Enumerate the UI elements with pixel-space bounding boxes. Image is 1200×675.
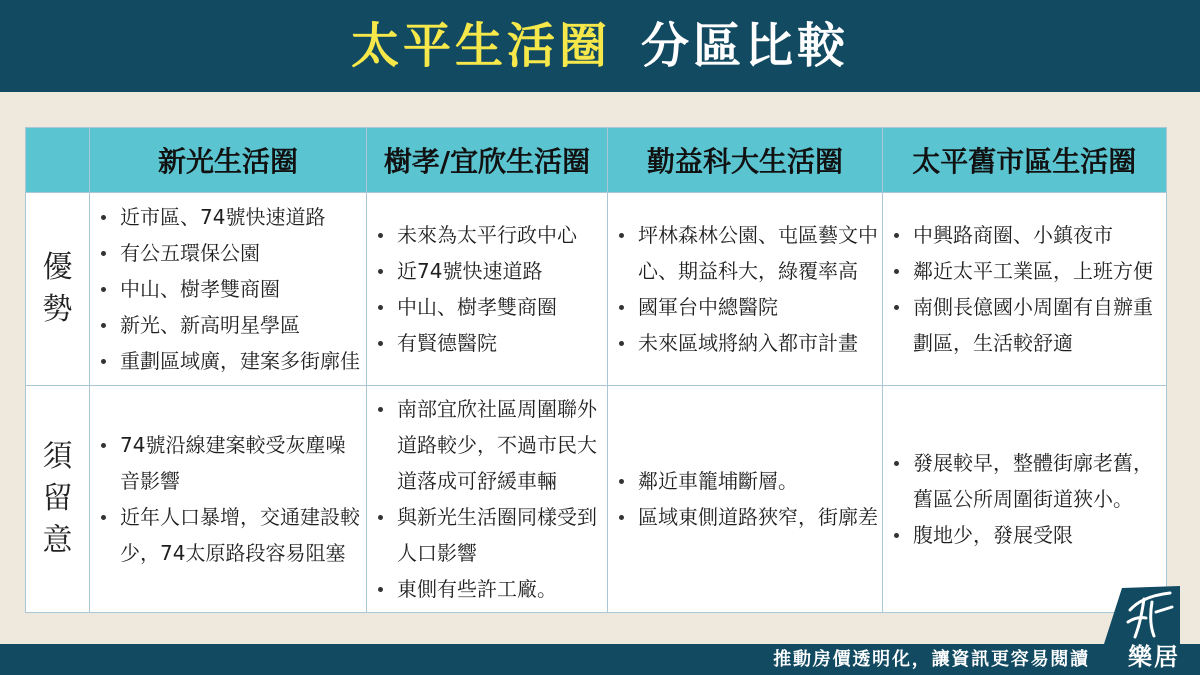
list-item-text: 近74號快速道路	[397, 259, 543, 283]
list-item-text: 有公五環保公園	[120, 241, 260, 265]
list-item	[101, 343, 362, 379]
list-item-text: 中山、樹孝雙商圈	[120, 277, 280, 301]
list-item	[101, 271, 362, 307]
bullet-icon	[378, 325, 397, 361]
bullet-icon	[378, 499, 397, 535]
bullet-list	[101, 427, 362, 571]
bullet-icon	[101, 199, 120, 235]
bullet-icon	[101, 343, 120, 379]
list-item-text: 區域東側道路狹窄，街廓差	[638, 504, 878, 529]
row-label-text: 須留意	[42, 438, 73, 558]
bullet-icon	[619, 325, 638, 361]
list-item-text: 中興路商圈、小鎮夜市	[913, 223, 1113, 247]
bullet-icon	[378, 253, 397, 289]
bullet-icon	[378, 217, 397, 253]
list-item-text: 腹地少，發展受限	[913, 522, 1073, 547]
logo-text: 樂居	[1128, 643, 1180, 671]
bullet-icon	[101, 271, 120, 307]
list-item-text: 未來為太平行政中心	[397, 223, 577, 247]
list-item	[378, 217, 599, 253]
list-item	[894, 445, 1155, 517]
list-item-text: 與新光生活圈同樣受到人口影響	[397, 504, 597, 565]
list-item-text: 發展較早，整體街廓老舊，舊區公所周圍街道狹小。	[913, 450, 1153, 511]
bullet-list	[619, 463, 880, 535]
bullet-icon	[101, 427, 120, 463]
bullet-list	[378, 391, 599, 607]
list-item-text: 南側長億國小周圍有自辦重劃區，生活較舒適	[913, 295, 1153, 355]
list-item	[101, 199, 362, 235]
title-banner	[0, 0, 1200, 92]
list-item	[378, 499, 599, 571]
bullet-icon	[378, 289, 397, 325]
list-item-text: 未來區域將納入都市計畫	[638, 331, 858, 355]
list-item	[378, 325, 599, 361]
list-item	[619, 463, 880, 499]
bullet-icon	[619, 463, 638, 499]
list-item	[894, 289, 1155, 361]
bullet-icon	[894, 517, 913, 553]
list-item	[101, 499, 362, 571]
bullet-list	[101, 199, 362, 379]
footer-band	[0, 644, 1200, 675]
cell-advantages-qinyi	[608, 193, 883, 386]
list-item-text: 鄰近太平工業區，上班方便	[913, 259, 1153, 283]
list-item	[101, 427, 362, 499]
cell-caution-qinyi	[608, 386, 883, 613]
list-item-text: 中山、樹孝雙商圈	[397, 295, 557, 319]
list-item	[894, 217, 1155, 253]
list-item-text: 南部宜欣社區周圍聯外道路較少，不過市民大道落成可舒緩車輛	[397, 396, 597, 493]
header-corner	[26, 128, 90, 193]
list-item-text: 鄰近車籠埔斷層。	[638, 468, 798, 493]
list-item-text: 新光、新高明星學區	[120, 313, 300, 337]
bullet-icon	[101, 235, 120, 271]
bullet-icon	[894, 289, 913, 325]
bullet-list	[619, 217, 880, 361]
cell-advantages-xinguang	[90, 193, 367, 386]
bullet-list	[894, 217, 1155, 361]
cell-advantages-taiping-old-town	[883, 193, 1167, 386]
row-label-text: 優勢	[42, 250, 73, 327]
list-item	[101, 307, 362, 343]
list-item	[894, 253, 1155, 289]
bullet-icon	[619, 289, 638, 325]
bullet-list	[894, 445, 1155, 553]
list-item	[619, 325, 880, 361]
bullet-icon	[378, 571, 397, 607]
list-item-text: 有賢德醫院	[397, 331, 497, 355]
list-item	[619, 217, 880, 289]
list-item	[378, 253, 599, 289]
bullet-icon	[378, 391, 397, 427]
column-header-xinguang: 新光生活圈	[90, 128, 367, 193]
list-item	[378, 571, 599, 607]
comparison-table	[25, 127, 1167, 613]
list-item-text: 近年人口暴增，交通建設較少，74太原路段容易阻塞	[120, 504, 360, 565]
bullet-list	[378, 217, 599, 361]
bullet-icon	[894, 445, 913, 481]
title-highlight: 太平生活圈	[350, 18, 611, 74]
column-header-qinyi: 勤益科大生活圈	[608, 128, 883, 193]
cell-advantages-shuxiao-yixin	[367, 193, 608, 386]
bullet-icon	[101, 307, 120, 343]
footer-slogan: 推動房價透明化，讓資訊更容易閱讀	[773, 649, 1090, 670]
title-main: 分區比較	[641, 18, 850, 74]
list-item-text: 東側有些許工廠。	[397, 576, 557, 601]
list-item-text: 74號沿線建案較受灰塵噪音影響	[120, 432, 346, 493]
cell-caution-shuxiao-yixin	[367, 386, 608, 613]
list-item-text: 國軍台中總醫院	[638, 295, 778, 319]
list-item	[101, 235, 362, 271]
list-item	[378, 289, 599, 325]
list-item	[378, 391, 599, 499]
list-item	[619, 289, 880, 325]
list-item-text: 近市區、74號快速道路	[120, 205, 326, 229]
bullet-icon	[101, 499, 120, 535]
row-label-advantages	[26, 193, 90, 386]
bullet-icon	[894, 217, 913, 253]
row-label-caution	[26, 386, 90, 613]
list-item-text: 重劃區域廣，建案多街廓佳	[120, 349, 360, 373]
cell-caution-xinguang	[90, 386, 367, 613]
list-item	[894, 517, 1155, 553]
page-title	[350, 18, 850, 74]
list-item	[619, 499, 880, 535]
column-header-taiping-old-town: 太平舊市區生活圈	[883, 128, 1167, 193]
bullet-icon	[619, 217, 638, 253]
cell-caution-taiping-old-town	[883, 386, 1167, 613]
column-header-shuxiao-yixin: 樹孝/宜欣生活圈	[367, 128, 608, 193]
bullet-icon	[619, 499, 638, 535]
list-item-text: 坪林森林公園、屯區藝文中心、期益科大，綠覆率高	[638, 223, 878, 283]
bullet-icon	[894, 253, 913, 289]
